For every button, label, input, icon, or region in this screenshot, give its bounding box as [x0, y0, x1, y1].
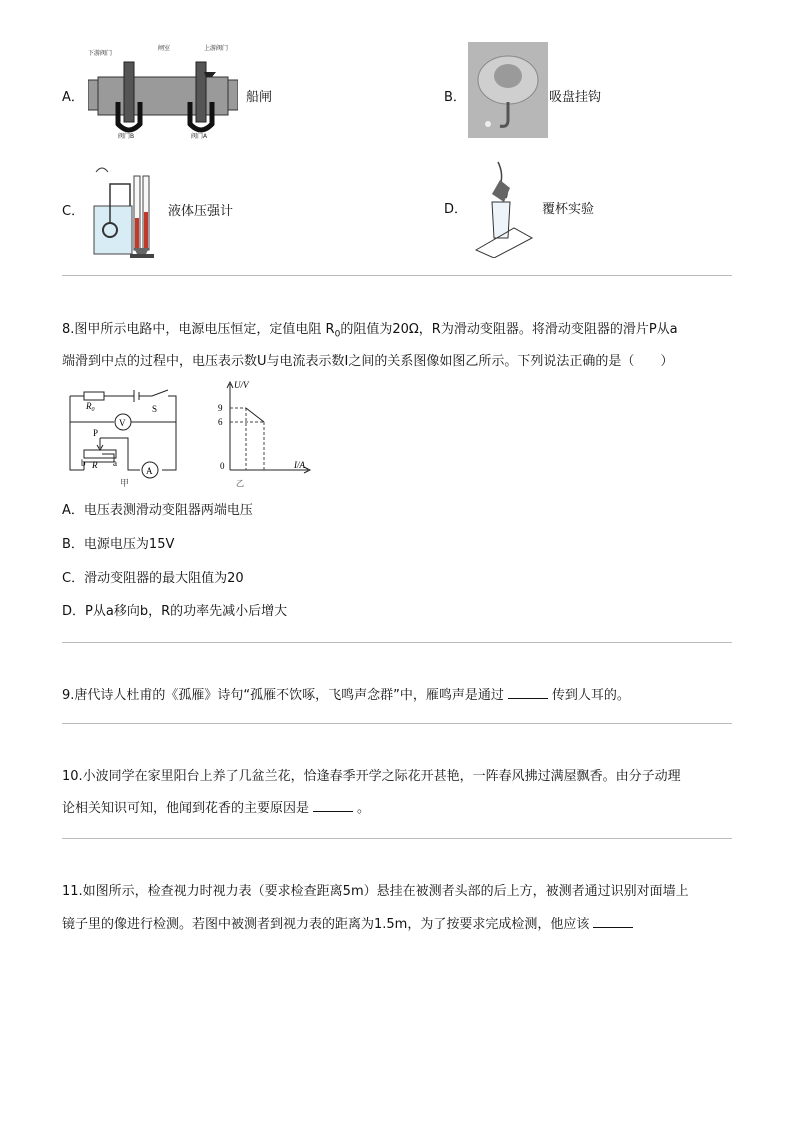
q9-text: 9.唐代诗人杜甫的《孤雁》诗句“孤雁不饮啄，飞鸣声念群”中，雁鸣声是通过	[62, 688, 504, 703]
shiplock-chamber-label: 闸室	[158, 45, 171, 52]
graph-tick-6: 6	[218, 417, 223, 427]
option-a-label: 船闸	[246, 90, 273, 105]
q8-stem-line1-text: 8.图甲所示电路中，电源电压恒定，定值电阻 R	[62, 322, 335, 337]
divider-3	[62, 723, 732, 724]
q8-option-c: C．滑动变阻器的最大阻值为20	[62, 571, 244, 586]
shiplock-valve-b-label: 阀门B	[118, 133, 135, 140]
q11-line2-text: 镜子里的像进行检测。若图中被测者到视力表的距离为1.5m，为了按要求完成检测，他应该	[62, 917, 590, 932]
liquid-pressure-gauge-figure	[88, 156, 158, 260]
q8-stem-line1-rest: 的阻值为20Ω，R为滑动变阻器。将滑动变阻器的滑片P从a	[340, 322, 678, 337]
q8-option-d: D．P从a移向b，R的功率先减小后增大	[62, 604, 288, 619]
circuit-r-label: R	[92, 460, 98, 470]
graph-xlabel: I/A	[294, 460, 305, 470]
u-i-graph	[210, 378, 318, 490]
circuit-ammeter-label: A	[146, 466, 153, 476]
graph-ylabel: U/V	[234, 380, 249, 390]
q10-stem-line1: 10.小波同学在家里阳台上养了几盆兰花，恰逢春季开学之际花开甚艳，一阵春风拂过满屋飘香。由分子动理	[62, 769, 681, 784]
circuit-voltmeter-label: V	[119, 418, 126, 428]
q10-stem-line2	[62, 797, 370, 816]
q11-stem-line1: 11.如图所示，检查视力时视力表（要求检查距离5m）悬挂在被测者头部的后上方，被测者通过识别对面墙上	[62, 884, 689, 899]
circuit-diagram	[64, 382, 184, 490]
option-b-letter: B．	[444, 90, 466, 105]
circuit-r0-label: $R_0$	[86, 401, 95, 413]
divider-1	[62, 275, 732, 276]
q8-stem-line2: 端滑到中点的过程中，电压表示数U与电流表示数I之间的关系图像如图乙所示。下列说法正确的是（ ）	[62, 354, 674, 369]
option-b-label: 吸盘挂钩	[549, 90, 602, 105]
graph-origin: 0	[220, 461, 225, 471]
shiplock-up-gate-label: 上游阀门	[204, 45, 229, 52]
option-a-letter: A．	[62, 90, 84, 105]
circuit-slider-label: P	[93, 428, 99, 438]
option-d-letter: D．	[444, 202, 468, 217]
q10-line2-text: 论相关知识可知，他闻到花香的主要原因是	[62, 801, 310, 816]
divider-4	[62, 838, 732, 839]
shiplock-down-gate-label: 下游阀门	[88, 50, 113, 57]
q8-stem-line1	[62, 318, 678, 340]
q9-blank[interactable]	[508, 686, 548, 699]
circuit-end-b-label: b	[81, 458, 86, 468]
q10-blank[interactable]	[313, 799, 353, 812]
circuit-switch-label: S	[152, 404, 158, 414]
circuit-end-a-label: a	[113, 458, 117, 468]
graph-tick-9: 9	[218, 403, 223, 413]
divider-2	[62, 642, 732, 643]
option-c-label: 液体压强计	[168, 204, 234, 219]
q9-stem	[62, 684, 630, 703]
option-c-letter: C．	[62, 204, 85, 219]
cup-card-experiment-figure	[470, 158, 536, 258]
circuit-caption: 甲	[120, 479, 130, 489]
q8-option-b: B．电源电压为15V	[62, 537, 175, 552]
q10-tail: 。	[357, 801, 371, 816]
q8-option-a: A．电压表测滑动变阻器两端电压	[62, 503, 253, 518]
q8-stem-subscript: 0	[334, 329, 341, 340]
q11-stem-line2	[62, 913, 637, 932]
shiplock-figure	[88, 42, 238, 140]
suction-hook-figure	[468, 42, 548, 138]
q9-tail: 传到人耳的。	[551, 688, 630, 703]
option-d-label: 覆杯实验	[542, 202, 595, 217]
q11-blank[interactable]	[593, 915, 633, 928]
graph-caption: 乙	[236, 479, 244, 488]
shiplock-valve-a-label: 阀门A	[191, 133, 208, 140]
